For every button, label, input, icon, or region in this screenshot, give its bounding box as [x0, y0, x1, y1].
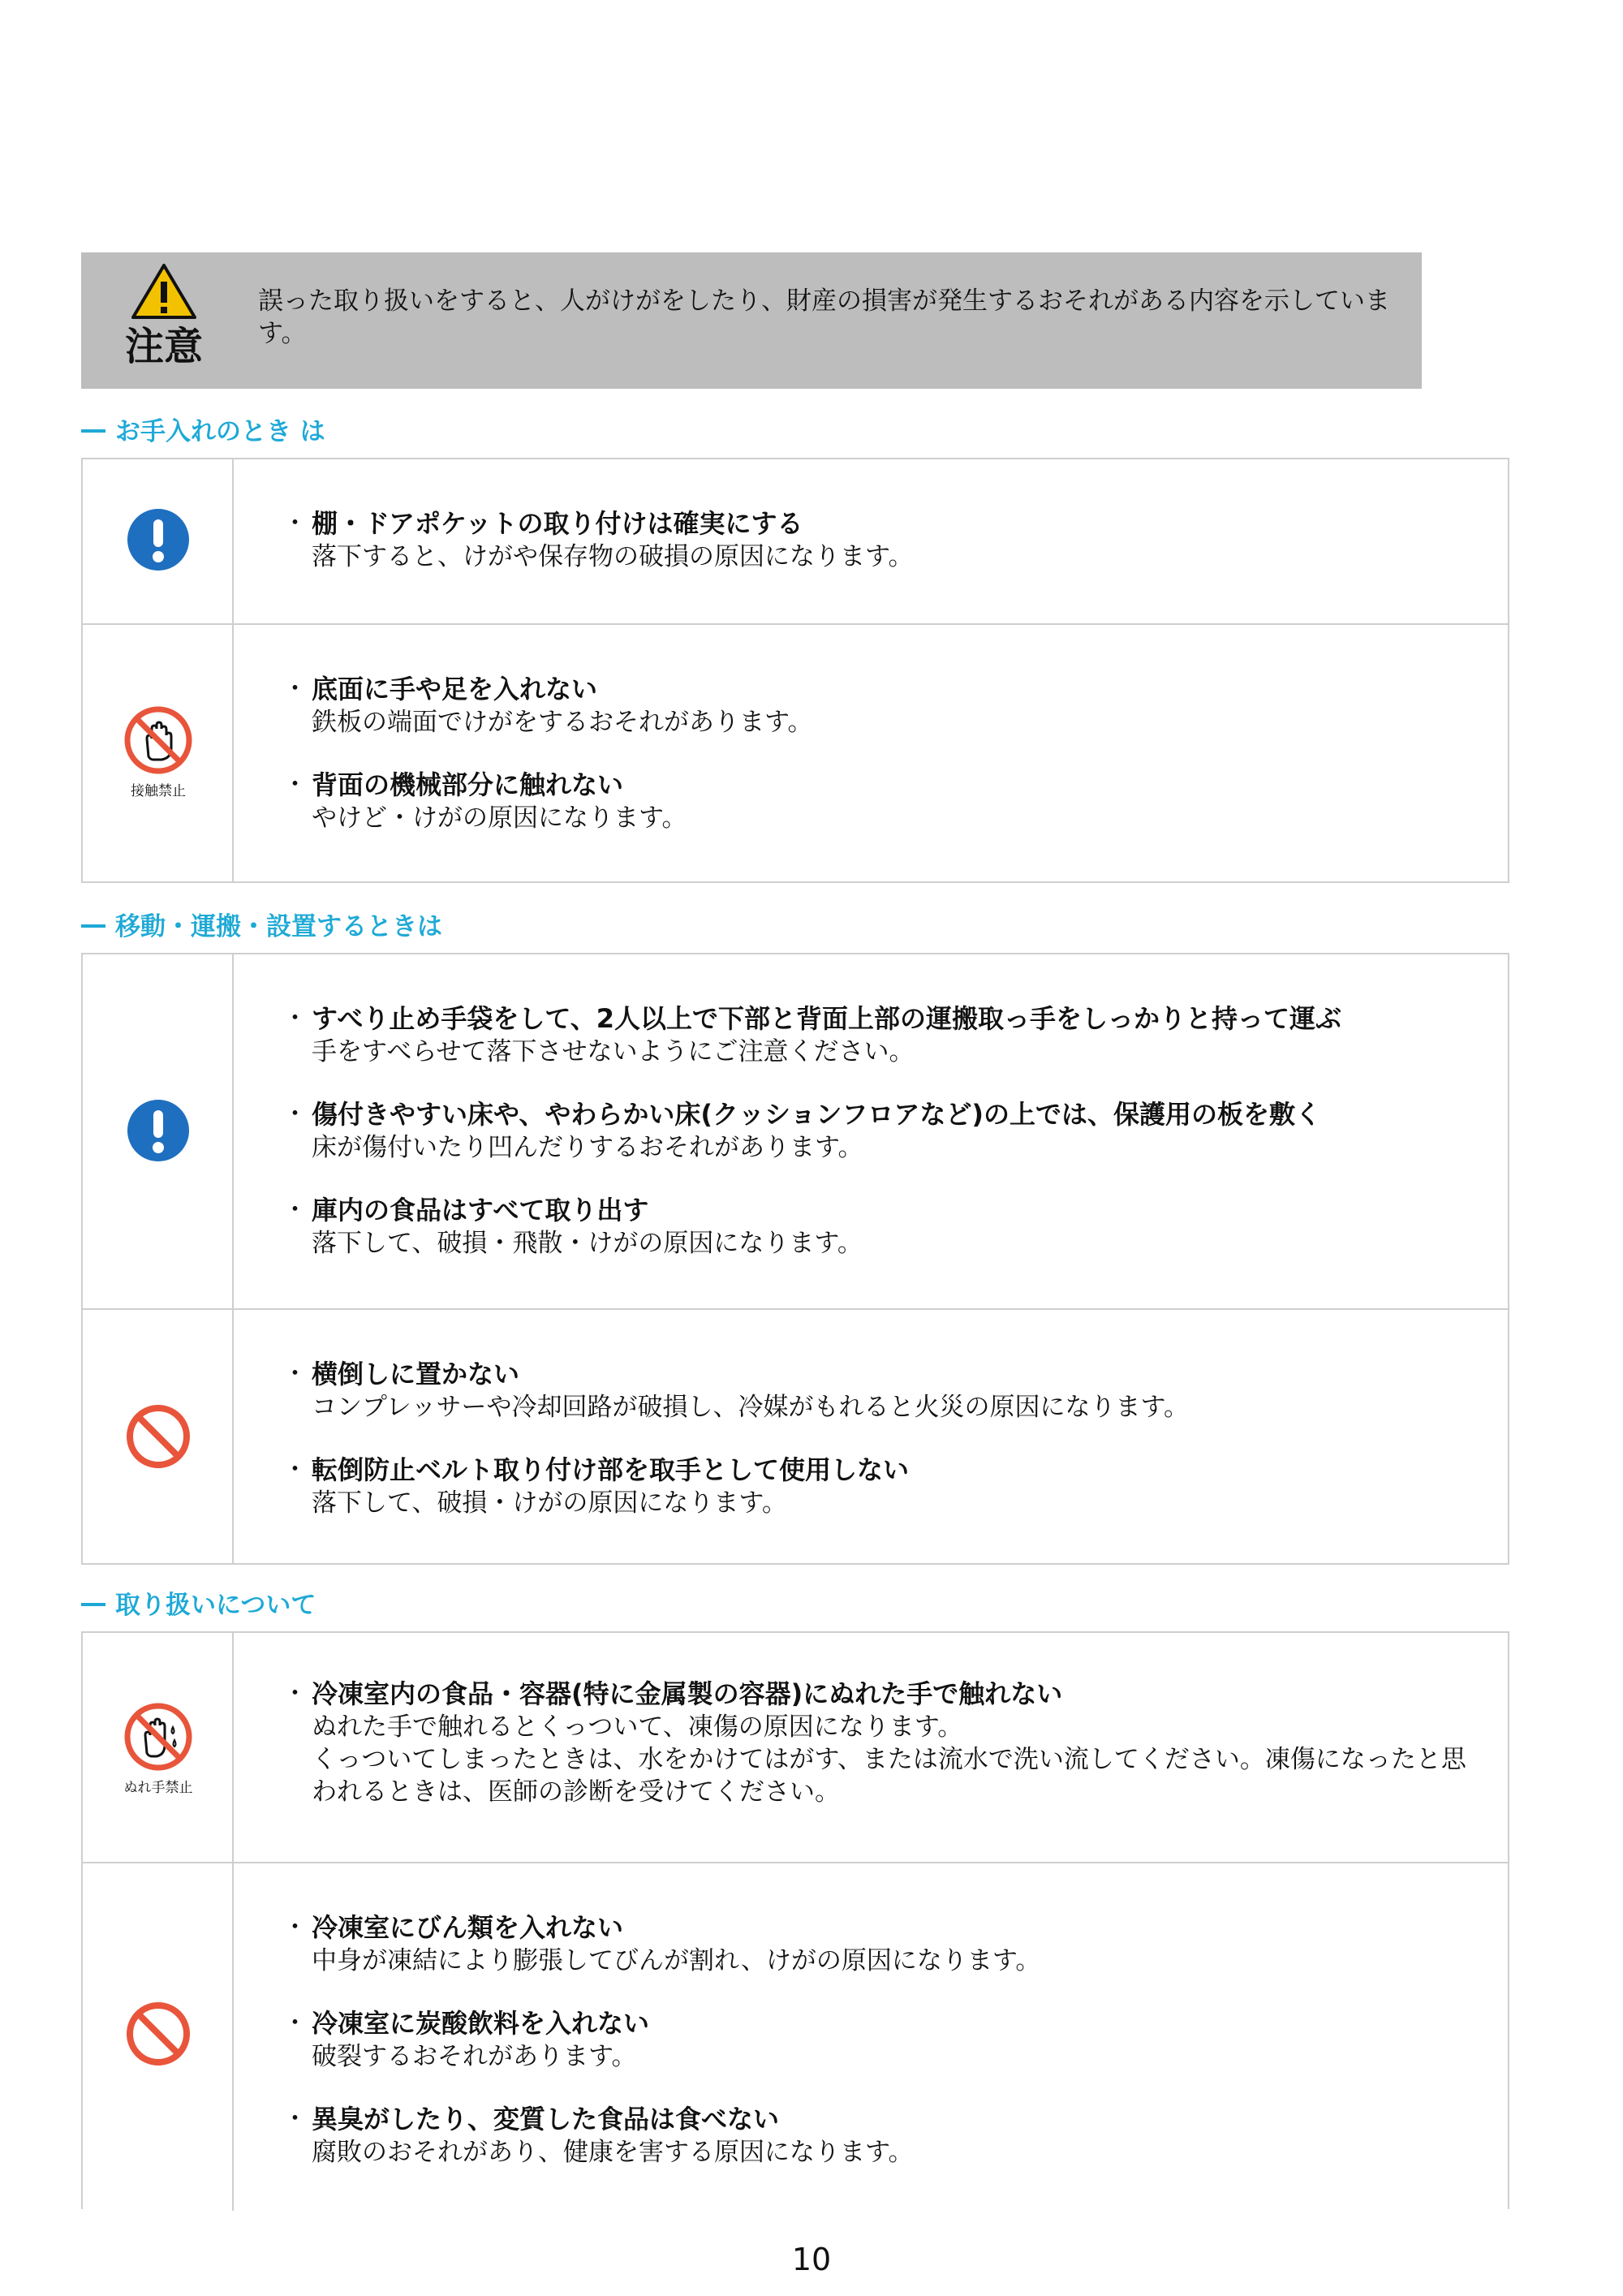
- icon-cell: [83, 954, 234, 1308]
- table-row: [83, 459, 1508, 623]
- section-heading-handling: [81, 1589, 316, 1622]
- item-title: 背面の機械部分に触れない: [312, 769, 624, 800]
- item-description: 手をすべらせて落下させないようにご注意ください。: [312, 1037, 915, 1066]
- list-item: ・ 異臭がしたり、変質した食品は食べない 腐敗のおそれがあり、健康を害する原因になります。: [281, 2102, 1483, 2169]
- table-row: [83, 1633, 1508, 1862]
- list-item: ・ 冷凍室にびん類を入れない 中身が凍結により膨張してびんが割れ、けがの原因になります。: [281, 1910, 1483, 1977]
- item-description: 破裂するおそれがあります。: [312, 2042, 637, 2071]
- caution-banner: [81, 252, 1422, 389]
- section-heading-text: 取り扱いについて: [115, 1591, 316, 1620]
- row-icon: [83, 706, 234, 800]
- table-row: [83, 1862, 1508, 2211]
- heading-dash: [81, 924, 105, 928]
- item-description: 腐敗のおそれがあり、健康を害する原因になります。: [312, 2138, 914, 2167]
- row-items: [281, 506, 1483, 573]
- item-title: 横倒しに置かない: [312, 1359, 520, 1389]
- item-title: 棚・ドアポケットの取り付けは確実にする: [312, 508, 803, 539]
- icon-cell: [83, 459, 234, 623]
- item-description: 床が傷付いたり凹んだりするおそれがあります。: [312, 1133, 863, 1162]
- item-title: 冷凍室内の食品・容器(特に金属製の容器)にぬれた手で触れない: [312, 1678, 1063, 1709]
- icon-cell: [83, 1633, 234, 1862]
- row-icon: [83, 2001, 234, 2070]
- item-description: 落下して、破損・飛散・けがの原因になります。: [312, 1229, 863, 1258]
- section-heading-care: [81, 416, 325, 448]
- list-item: ・ 冷凍室内の食品・容器(特に金属製の容器)にぬれた手で触れない ぬれた手で触れるとくっついて、凍傷の原因になります。 くっついてしまったときは、水をかけてはがす、または流水で洗い流してください。凍傷になったと思われるときは、医師の診断を受けてください。: [281, 1677, 1483, 1808]
- item-description: 落下すると、けがや保存物の破損の原因になります。: [312, 542, 914, 571]
- list-item: ・ 傷付きやすい床や、やわらかい床(クッションフロアなど)の上では、保護用の板を敷く 床が傷付いたり凹んだりするおそれがあります。: [281, 1097, 1483, 1164]
- row-items: [281, 1002, 1483, 1260]
- row-items: [281, 672, 1483, 834]
- icon-cell: [83, 1310, 234, 1563]
- item-title: 冷凍室にびん類を入れない: [312, 1912, 624, 1943]
- item-description: やけど・けがの原因になります。: [312, 803, 687, 833]
- caution-description: 誤った取り扱いをすると、人がけがをしたり、財産の損害が発生するおそれがある内容を示しています。: [258, 286, 1390, 348]
- icon-caption: 接触禁止: [131, 783, 186, 799]
- item-title: 異臭がしたり、変質した食品は食べない: [312, 2104, 780, 2134]
- section-table-handling: [81, 1631, 1509, 2209]
- item-title: 庫内の食品はすべて取り出す: [312, 1195, 649, 1226]
- item-description: くっついてしまったときは、水をかけてはがす、または流水で洗い流してください。凍傷になったと思われるときは、医師の診断を受けてください。: [312, 1745, 1466, 1807]
- prohibited-icon: [126, 2001, 191, 2066]
- item-title: すべり止め手袋をして、2人以上で下部と背面上部の運搬取っ手をしっかりと持って運ぶ: [312, 1003, 1341, 1034]
- row-items: [281, 1677, 1483, 1808]
- list-item: ・ 庫内の食品はすべて取り出す 落下して、破損・飛散・けがの原因になります。: [281, 1193, 1483, 1260]
- item-description: 中身が凍結により膨張してびんが割れ、けがの原因になります。: [312, 1946, 1041, 1975]
- mandatory-icon: [127, 508, 190, 571]
- row-items: [281, 1357, 1483, 1519]
- list-item: ・ 棚・ドアポケットの取り付けは確実にする 落下すると、けがや保存物の破損の原因になります。: [281, 506, 1483, 573]
- section-table-care: [81, 458, 1509, 883]
- item-title: 転倒防止ベルト取り付け部を取手として使用しない: [312, 1454, 910, 1485]
- mandatory-icon: [127, 1099, 190, 1162]
- icon-cell: [83, 1863, 234, 2211]
- item-title: 傷付きやすい床や、やわらかい床(クッションフロアなど)の上では、保護用の板を敷く: [312, 1099, 1321, 1130]
- icon-cell: [83, 625, 234, 881]
- item-title: 冷凍室に炭酸飲料を入れない: [312, 2008, 650, 2039]
- table-row: [83, 623, 1508, 881]
- row-icon: [83, 508, 234, 575]
- caution-label: 注意: [124, 324, 203, 369]
- section-heading-text: お手入れのとき は: [115, 417, 325, 446]
- list-item: ・ すべり止め手袋をして、2人以上で下部と背面上部の運搬取っ手をしっかりと持って運ぶ 手をすべらせて落下させないようにご注意ください。: [281, 1002, 1483, 1068]
- item-title: 底面に手や足を入れない: [312, 674, 598, 704]
- section-heading-text: 移動・運搬・設置するときは: [115, 912, 442, 941]
- item-description: 鉄板の端面でけがをするおそれがあります。: [312, 708, 813, 737]
- list-item: ・ 横倒しに置かない コンプレッサーや冷却回路が破損し、冷媒がもれると火災の原因になります。: [281, 1357, 1483, 1424]
- table-row: [83, 1308, 1508, 1563]
- row-items: [281, 1910, 1483, 2169]
- warning-triangle-icon: [130, 262, 198, 321]
- list-item: ・ 転倒防止ベルト取り付け部を取手として使用しない 落下して、破損・けがの原因になります。: [281, 1453, 1483, 1519]
- page-number: 10: [791, 2242, 832, 2277]
- item-description: 落下して、破損・けがの原因になります。: [312, 1488, 787, 1518]
- caution-symbol: [117, 262, 211, 371]
- list-item: ・ 冷凍室に炭酸飲料を入れない 破裂するおそれがあります。: [281, 2006, 1483, 2073]
- table-row: [83, 954, 1508, 1308]
- heading-dash: [81, 1603, 105, 1606]
- list-item: ・ 底面に手や足を入れない 鉄板の端面でけがをするおそれがあります。: [281, 672, 1483, 739]
- section-heading-moving: [81, 911, 442, 943]
- item-description: ぬれた手で触れるとくっついて、凍傷の原因になります。: [312, 1712, 963, 1742]
- no-wet-hands-icon: [124, 1703, 192, 1771]
- row-icon: [83, 1703, 234, 1797]
- section-table-moving: [81, 953, 1509, 1565]
- icon-caption: ぬれ手禁止: [123, 1780, 193, 1796]
- heading-dash: [81, 429, 105, 433]
- row-icon: [83, 1099, 234, 1165]
- list-item: ・ 背面の機械部分に触れない やけど・けがの原因になります。: [281, 768, 1483, 834]
- no-touch-icon: [124, 706, 192, 774]
- row-icon: [83, 1404, 234, 1472]
- item-description: コンプレッサーや冷却回路が破損し、冷媒がもれると火災の原因になります。: [312, 1393, 1189, 1422]
- prohibited-icon: [126, 1404, 191, 1469]
